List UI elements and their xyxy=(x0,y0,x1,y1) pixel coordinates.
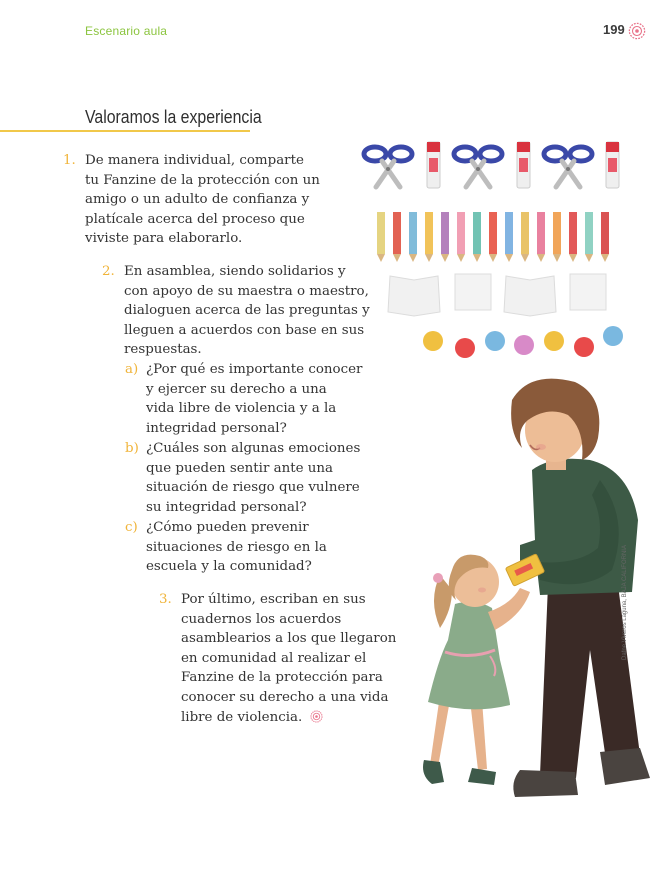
sub-item-letter: b) xyxy=(125,441,139,456)
sub-item-line: ¿Cómo pueden prevenir xyxy=(146,520,309,535)
sub-item-line: ¿Por qué es importante conocer xyxy=(146,362,363,377)
page-title: Valoramos la experiencia xyxy=(85,107,262,127)
page-number: 199 xyxy=(603,22,625,37)
item-line: amigo o un adulto de confianza y xyxy=(85,192,310,208)
sub-item-line: y ejercer su derecho a una xyxy=(146,381,327,397)
item-line: con apoyo de su maestra o maestro, xyxy=(124,283,369,299)
sub-item-line: que pueden sentir ante una xyxy=(146,460,334,476)
section-label: Escenario aula xyxy=(85,24,168,38)
sub-item-line: situación de riesgo que vulnere xyxy=(146,480,360,496)
sub-item-letter: c) xyxy=(125,520,138,535)
item-line: platícale acerca del proceso que xyxy=(85,211,305,227)
item-line: conocer su derecho a una vida xyxy=(181,689,389,705)
item-line: en comunidad al realizar el xyxy=(181,650,367,666)
item-line: viviste para elaborarlo. xyxy=(85,231,243,247)
item-line: En asamblea, siendo solidarios y xyxy=(124,264,346,279)
sub-item-line: ¿Cuáles son algunas emociones xyxy=(146,441,361,456)
sub-item-letter: a) xyxy=(125,362,139,377)
item-line: dialoguen acerca de las preguntas y xyxy=(124,303,370,319)
item-line: De manera individual, comparte xyxy=(85,153,304,168)
sub-item-line: su integridad personal? xyxy=(146,499,307,515)
sub-item-line: escuela y la comunidad? xyxy=(146,559,312,575)
item-number: 1. xyxy=(63,153,76,168)
item-line: libre de violencia. xyxy=(181,708,416,728)
illustration-credit: Dafne Viveros Laguna, BAJA CALIFORNIA xyxy=(622,545,628,660)
item-number: 2. xyxy=(102,264,115,279)
sub-item-line: vida libre de violencia y a la xyxy=(146,401,337,417)
sub-item-line: integridad personal? xyxy=(146,420,287,436)
item-line: respuestas. xyxy=(124,342,202,358)
item-line: Por último, escriban en sus xyxy=(181,592,366,607)
item-line: Fanzine de la protección para xyxy=(181,670,383,686)
item-line: lleguen a acuerdos con base en sus xyxy=(124,322,365,338)
item-line: asamblearios a los que llegaron xyxy=(181,631,397,647)
item-line: cuadernos los acuerdos xyxy=(181,611,342,627)
sub-item-line: situaciones de riesgo en la xyxy=(146,539,327,555)
item-line: tu Fanzine de la protección con un xyxy=(85,172,320,188)
item-number: 3. xyxy=(159,592,172,607)
